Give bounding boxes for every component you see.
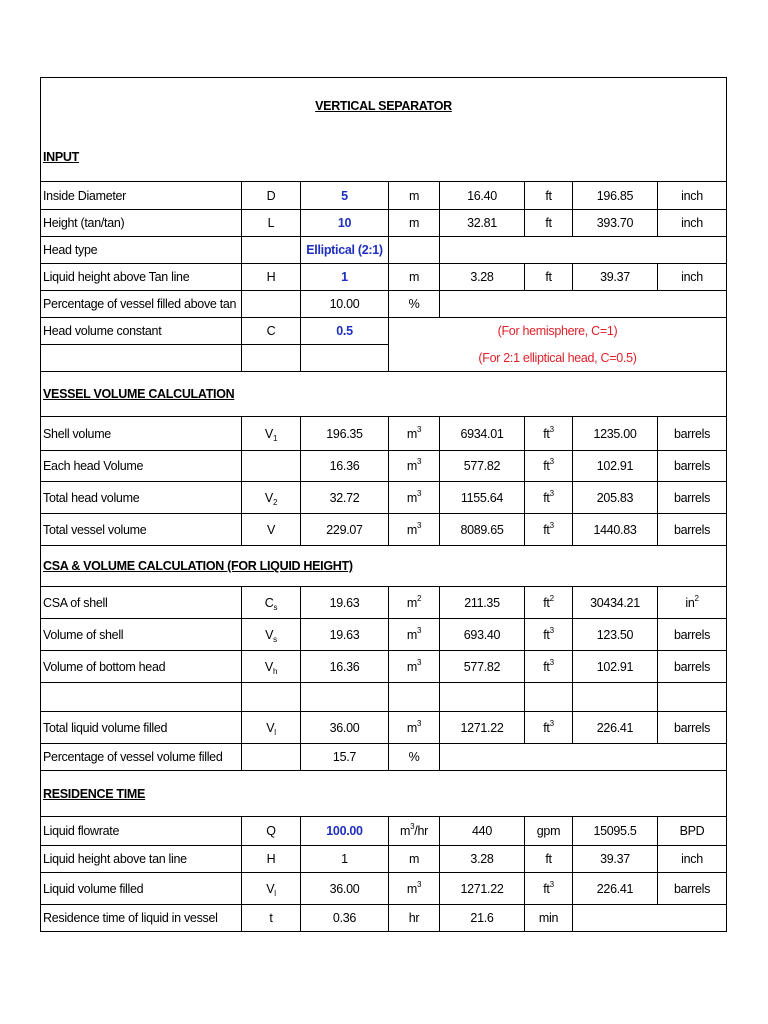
symbol: $V_h$ xyxy=(242,651,301,683)
unit: inch xyxy=(658,846,727,873)
value: 15095.5 xyxy=(573,817,658,846)
row-label: Each head Volume xyxy=(41,451,242,482)
table-row xyxy=(41,451,727,482)
value: 196.35 xyxy=(301,417,389,451)
row-label: Residence time of liquid in vessel xyxy=(41,905,242,932)
value: 36.00 xyxy=(301,873,389,905)
unit: $m^3$ xyxy=(389,482,440,514)
unit: inch xyxy=(658,210,727,237)
symbol: Q xyxy=(242,817,301,846)
value: 19.63 xyxy=(301,587,389,619)
row-label: Percentage of vessel filled above tan xyxy=(41,291,242,318)
sheet-title: VERTICAL SEPARATOR xyxy=(41,78,727,134)
unit: $ft^3$ xyxy=(525,651,573,683)
unit: BPD xyxy=(658,817,727,846)
input-value[interactable]: 5 xyxy=(301,182,389,210)
row-label: CSA of shell xyxy=(41,587,242,619)
value: 3.28 xyxy=(440,264,525,291)
table-row xyxy=(41,744,727,771)
row-label: Percentage of vessel volume filled xyxy=(41,744,242,771)
section-input-row xyxy=(41,134,727,182)
input-value[interactable]: 0.5 xyxy=(301,318,389,345)
unit: $ft^3$ xyxy=(525,514,573,546)
symbol: L xyxy=(242,210,301,237)
unit: barrels xyxy=(658,451,727,482)
value: 226.41 xyxy=(573,712,658,744)
value: 36.00 xyxy=(301,712,389,744)
symbol: V xyxy=(242,514,301,546)
unit: ft xyxy=(525,846,573,873)
section-heading-residence: RESIDENCE TIME xyxy=(41,771,727,817)
value: 32.72 xyxy=(301,482,389,514)
row-label: Liquid height above tan line xyxy=(41,846,242,873)
row-label: Head type xyxy=(41,237,242,264)
unit: barrels xyxy=(658,417,727,451)
value: 16.40 xyxy=(440,182,525,210)
value: 1271.22 xyxy=(440,873,525,905)
value: 0.36 xyxy=(301,905,389,932)
unit: $m^3$ xyxy=(389,514,440,546)
row-label: Height (tan/tan) xyxy=(41,210,242,237)
value: 1235.00 xyxy=(573,417,658,451)
value: 1155.64 xyxy=(440,482,525,514)
unit: $ft^3$ xyxy=(525,712,573,744)
unit: $ft^3$ xyxy=(525,873,573,905)
table-row xyxy=(41,514,727,546)
symbol: $C_s$ xyxy=(242,587,301,619)
value: 102.91 xyxy=(573,451,658,482)
title-row xyxy=(41,78,727,134)
section-vessel-row xyxy=(41,372,727,417)
unit: m xyxy=(389,210,440,237)
row-label: Head volume constant xyxy=(41,318,242,345)
table-row xyxy=(41,817,727,846)
table-row xyxy=(41,264,727,291)
unit: m xyxy=(389,182,440,210)
table-row xyxy=(41,291,727,318)
unit: barrels xyxy=(658,514,727,546)
unit: $m^3$ xyxy=(389,873,440,905)
value: 19.63 xyxy=(301,619,389,651)
value: 229.07 xyxy=(301,514,389,546)
value: 577.82 xyxy=(440,451,525,482)
unit: gpm xyxy=(525,817,573,846)
table-row xyxy=(41,619,727,651)
table-row xyxy=(41,905,727,932)
symbol: $V_2$ xyxy=(242,482,301,514)
table-row xyxy=(41,237,727,264)
section-heading-vessel: VESSEL VOLUME CALCULATION xyxy=(41,372,727,417)
unit: min xyxy=(525,905,573,932)
row-label: Total liquid volume filled xyxy=(41,712,242,744)
unit: barrels xyxy=(658,873,727,905)
table-row xyxy=(41,345,727,372)
value: 205.83 xyxy=(573,482,658,514)
value: 30434.21 xyxy=(573,587,658,619)
row-label: Inside Diameter xyxy=(41,182,242,210)
table-row xyxy=(41,210,727,237)
value: 123.50 xyxy=(573,619,658,651)
section-residence-row xyxy=(41,771,727,817)
value: 8089.65 xyxy=(440,514,525,546)
unit: hr xyxy=(389,905,440,932)
table-row xyxy=(41,873,727,905)
input-value[interactable]: 10 xyxy=(301,210,389,237)
empty-row xyxy=(41,683,727,712)
unit: $ft^3$ xyxy=(525,482,573,514)
unit: ft xyxy=(525,182,573,210)
row-label: Liquid flowrate xyxy=(41,817,242,846)
unit: inch xyxy=(658,264,727,291)
value: 393.70 xyxy=(573,210,658,237)
row-label: Volume of shell xyxy=(41,619,242,651)
value: 1271.22 xyxy=(440,712,525,744)
table-row xyxy=(41,182,727,210)
section-csa-row xyxy=(41,546,727,587)
unit: $m^3$ xyxy=(389,651,440,683)
note-hemisphere: (For hemisphere, C=1) xyxy=(389,318,727,345)
value: 196.85 xyxy=(573,182,658,210)
value: 16.36 xyxy=(301,451,389,482)
row-label: Total head volume xyxy=(41,482,242,514)
value: 3.28 xyxy=(440,846,525,873)
unit: barrels xyxy=(658,712,727,744)
unit: barrels xyxy=(658,651,727,683)
symbol: $V_l$ xyxy=(242,712,301,744)
value: 39.37 xyxy=(573,264,658,291)
unit: % xyxy=(389,291,440,318)
section-heading-input: INPUT xyxy=(41,134,727,182)
unit: m xyxy=(389,264,440,291)
unit: m xyxy=(389,846,440,873)
value: 6934.01 xyxy=(440,417,525,451)
unit: $ft^3$ xyxy=(525,417,573,451)
symbol: $V_s$ xyxy=(242,619,301,651)
value: 577.82 xyxy=(440,651,525,683)
symbol: H xyxy=(242,264,301,291)
value: 440 xyxy=(440,817,525,846)
unit: $m^2$ xyxy=(389,587,440,619)
unit: ft xyxy=(525,264,573,291)
table-row xyxy=(41,712,727,744)
symbol: $V_1$ xyxy=(242,417,301,451)
unit: $ft^3$ xyxy=(525,619,573,651)
note-elliptical: (For 2:1 elliptical head, C=0.5) xyxy=(389,345,727,372)
value: 226.41 xyxy=(573,873,658,905)
separator-table xyxy=(40,77,727,932)
unit: inch xyxy=(658,182,727,210)
symbol: D xyxy=(242,182,301,210)
value: 32.81 xyxy=(440,210,525,237)
unit: $ft^2$ xyxy=(525,587,573,619)
unit: $m^3$ xyxy=(389,417,440,451)
unit: $ft^3$ xyxy=(525,451,573,482)
section-heading-csa: CSA & VOLUME CALCULATION (FOR LIQUID HEIGHT) xyxy=(41,546,727,587)
unit: % xyxy=(389,744,440,771)
value: 39.37 xyxy=(573,846,658,873)
spreadsheet xyxy=(40,77,726,932)
unit: $in^2$ xyxy=(658,587,727,619)
table-row xyxy=(41,318,727,345)
symbol: H xyxy=(242,846,301,873)
value: 693.40 xyxy=(440,619,525,651)
row-label: Volume of bottom head xyxy=(41,651,242,683)
value: 10.00 xyxy=(301,291,389,318)
input-value[interactable]: 100.00 xyxy=(301,817,389,846)
symbol: $V_l$ xyxy=(242,873,301,905)
value: 211.35 xyxy=(440,587,525,619)
table-row xyxy=(41,846,727,873)
row-label: Total vessel volume xyxy=(41,514,242,546)
unit: barrels xyxy=(658,619,727,651)
symbol: C xyxy=(242,318,301,345)
unit: $m^3/hr$ xyxy=(389,817,440,846)
row-label: Liquid volume filled xyxy=(41,873,242,905)
symbol: t xyxy=(242,905,301,932)
row-label: Liquid height above Tan line xyxy=(41,264,242,291)
table-row xyxy=(41,587,727,619)
unit: $m^3$ xyxy=(389,712,440,744)
table-row xyxy=(41,651,727,683)
value: 21.6 xyxy=(440,905,525,932)
table-row xyxy=(41,417,727,451)
value: 1440.83 xyxy=(573,514,658,546)
unit: barrels xyxy=(658,482,727,514)
value: 15.7 xyxy=(301,744,389,771)
input-value[interactable]: 1 xyxy=(301,264,389,291)
row-label: Shell volume xyxy=(41,417,242,451)
value: 102.91 xyxy=(573,651,658,683)
unit: $m^3$ xyxy=(389,451,440,482)
value: 16.36 xyxy=(301,651,389,683)
value: 1 xyxy=(301,846,389,873)
unit: $m^3$ xyxy=(389,619,440,651)
table-row xyxy=(41,482,727,514)
input-value[interactable]: Elliptical (2:1) xyxy=(301,237,389,264)
unit: ft xyxy=(525,210,573,237)
